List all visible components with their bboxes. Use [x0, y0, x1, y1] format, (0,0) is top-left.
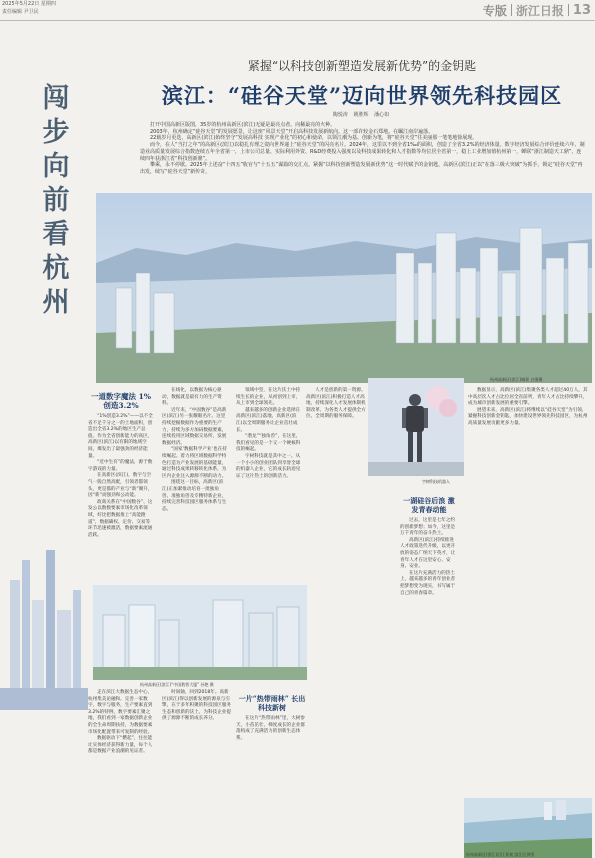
lede-paragraph: 而今，在人“当打之年”的高新区(滨江)以稳扎有理之姿向世界递上“硅谷天堂”的闪亮名片。2024年，这里以不到全省1‰的面积，创造了全省3.2%的经济体量。数字经济发展综合评价连续六年、制造业高质量发展综合指数连续五年全省第一，上市公司总量、实际利用外资、R&D经费投入强度以及科技成果转化和人才指数等均位居全省第一，稳上工业增加值杭州第一，蝉联“浙江制造天工鼎”，连续四年获浙江省“科技创新鼎”。 [140, 142, 585, 162]
lede [140, 122, 586, 176]
paragraph: 在高新区(滨江)，数字与空气一般自然高配，引领者都领头，更是都的产业与“新”聚升，因“新”而强劲和公动能。 [88, 473, 153, 499]
section-title: 一湖硅谷后浪 激发青春动能 [403, 496, 455, 514]
column-1 [88, 388, 154, 539]
paragraph: 时间轴，回到2018年。高新区(滨江)得以创新发展的源泉与引擎，在于多年积聚的科技园区服务生态和创新的沃土，为科技企业提供了源源不断的成长养分。 [162, 690, 231, 722]
paragraph: 在这片“热带雨林”里，大树参天，小苗茁壮，梯度成长的企业群落构成了充满活力的创新生态体系。 [236, 716, 305, 741]
bylines: 陶悦涛 姚胜辉 潘心如 [332, 112, 390, 118]
section-title: 一道数字魔法 1%创造3.2% [91, 392, 151, 410]
column-2 [162, 388, 228, 513]
column-4 [400, 492, 458, 597]
header-rule [0, 20, 595, 21]
column-2b-text [162, 690, 232, 723]
paragraph: “近中生有”的魔法，源于数字游戏的力量。 [88, 460, 153, 472]
robot-caption: 宇树科技机器人 [422, 479, 450, 484]
paragraph: 在这片充满活力的热土上，越来越多的青年创业者把梦想变为现实，书写属于自己的青春篇章。 [400, 570, 456, 596]
paragraph: 政商关系在“中国数谷”、这发公以数数要素市场化改革领域，好比把数据推上“高能跑道”，数据确权、定价、交易等环节迅速被激活，数据要素流通活跃。 [88, 499, 153, 538]
column-3 [236, 388, 302, 480]
skyline-photo [96, 193, 592, 383]
paragraph: 过去，这里是七年之约的创新梦想；如今，这里是万千青年的奋斗热土。 [400, 518, 456, 537]
headline: 滨江：“硅谷天堂”迈向世界领先科技园区 [161, 83, 563, 108]
paragraph: 展望未来，高新区(滨江)将继续以“硅谷天堂”为引领，紧握科技创新金钥匙，加快建设世界领先科技园区，为杭州高质量发展贡献更多力量。 [468, 407, 588, 426]
paper-name: 浙江日报 [515, 3, 564, 18]
paragraph: 高新区(滨江)持续推进人才政策迭代升级，以更开放的姿态广纳天下英才，让青年人才在这里安心、安身、安业。 [400, 537, 456, 570]
paragraph: 宇树科技就是其中之一。从一个小小的创业团队到享誉全球的机器人企业，它的成长轨迹见证了这片热土的创新活力。 [236, 453, 301, 479]
paragraph: “潜龙”“独角兽”，在这里，我们看见的是一个又一个硬核科技的崛起。 [236, 434, 301, 453]
paragraph: “国家‘数据科学产业’也在持续崛起。着力将区域数据科学特色打造为产业发展的基础能量，通过科技成果转移转化体系，为区内企业注入源源不断的动力。 [162, 447, 227, 479]
lede-paragraph: 打开中国高新区版图，35岁的杭州高新区(滨江)无疑是最亮点者。向稀最亮的火种。 [150, 122, 336, 128]
headline-block [142, 57, 582, 110]
campus-caption: 杭州高新区(滨江)“中国数智大厦” 孙艳 摄 [140, 682, 214, 687]
lede-paragraph: 22载岁月更迭，高新区(滨江)始终坚守“发展高科技 实现产业化”的初心和使命，以领江潮为基、创新为笔，将“硅谷天堂”往美丽那一笔笔地徐展现。 [150, 135, 478, 142]
section-label: 专版 [482, 3, 507, 18]
paragraph: 人才是创新的第一资源。高新区(滨江)积极打造人才高地，持续深化人才发展体制机制改革，为各类人才提供全方位、全周期的服务保障。 [306, 388, 366, 420]
divider [511, 4, 512, 16]
river-photo [464, 798, 592, 858]
lede-paragraph: 攀乘，永不停歇。2025年上述奋“十四五”收官与“十五五”谋篇的交汇点，紧握“以科技创新塑造发展新优势”这一时代赋予的金钥匙，高新区(滨江)正以“在落三极大突破”为抓手，锁定“硅谷天堂”再出发，续写“硅谷天堂”新传奇。 [140, 162, 583, 175]
paragraph: 数据驱动下“燃起”，往往能让实体经济获得新力量，每个人都是数据产业浪潮的见证者。 [88, 736, 153, 755]
editor-credit: 责任编辑 尹卫民 [2, 9, 39, 15]
issue-date: 2025年5月22日 星期四 [2, 1, 56, 7]
column-3b [306, 388, 366, 421]
paragraph: 走在滨江大数据生态中心，杭州集美论融和。完善一家数字，数字与服务，生产要素直到3.2%的特例，数字要素汇聚之地，我们看到一家数据创新企业的全生命周期扶持，为数据要素市场化配置带来可复制的经验。 [88, 690, 153, 735]
paragraph: 越来越多的创新企业选择在高新区(滨江)落地，高新区(滨江)以全周期服务让企业茁壮成长。 [236, 407, 301, 433]
paragraph: 在线化，以数据为核心驱动，数据就是最有力的生产资料。 [162, 388, 222, 407]
lede-paragraph: 2003年，杭州确定“硅谷天堂”的发展愿景，让这座“风景天堂”开启高科技发展新航向。这一部许较金石郑地。在瞩江南岸遍落。 [150, 128, 434, 135]
divider [568, 4, 569, 16]
column-1b [88, 690, 156, 756]
column-2b [236, 690, 308, 742]
page-number: 13 [572, 2, 591, 18]
paragraph: 近年来，“中国数谷”是高新区(滨江)另一张耀眼名片。这里持续挖掘数据作为重要的生产力，持续为多方加码数据要素，连续投用区域数据交易所，发展数据经济。 [162, 407, 227, 446]
river-caption: 杭州高新区(滨江)沿江景观 滨江区供图 [466, 852, 535, 857]
column-5 [468, 388, 590, 428]
paragraph: 领域中坚，在这片沃土中持续生长的企业，从初创到上市，从上市到全球领先。 [236, 388, 301, 407]
city-skyline-illustration [0, 540, 88, 710]
paragraph: “1%创造3.2%”——以不全省不足千分之一的土地面积，创造出全省3.2%的地区生产总值。作为全省创新能力的高区，高新区(滨江)以有限的地域空间，爆发出了最强劲的经济能量。 [88, 414, 153, 459]
section-title: 一片“热带雨林” 长出科技新树 [238, 694, 306, 712]
side-title: 闯步向前看杭州 [42, 83, 70, 318]
robot-photo [368, 378, 464, 476]
masthead [483, 2, 591, 18]
campus-photo [93, 585, 307, 680]
skyline-caption: 杭州高新区(滨江)城景 白强摄 [490, 377, 543, 382]
page-header [0, 0, 595, 22]
paragraph: 围绕这一目标，高新区(滨江)正加紧推动培育一批独角兽、准独角兽及专精特新企业，持续完善科技园区服务体系与生态。 [162, 480, 227, 512]
paragraph: 数据显示，高新区(滨江)集聚各类人才超过40万人，其中高层次人才占比位居全省前列，青年人才占比持续攀升，成为城市创新发展的重要引擎。 [468, 388, 588, 407]
kicker: 紧握“以科技创新塑造发展新优势”的金钥匙 [247, 59, 477, 73]
